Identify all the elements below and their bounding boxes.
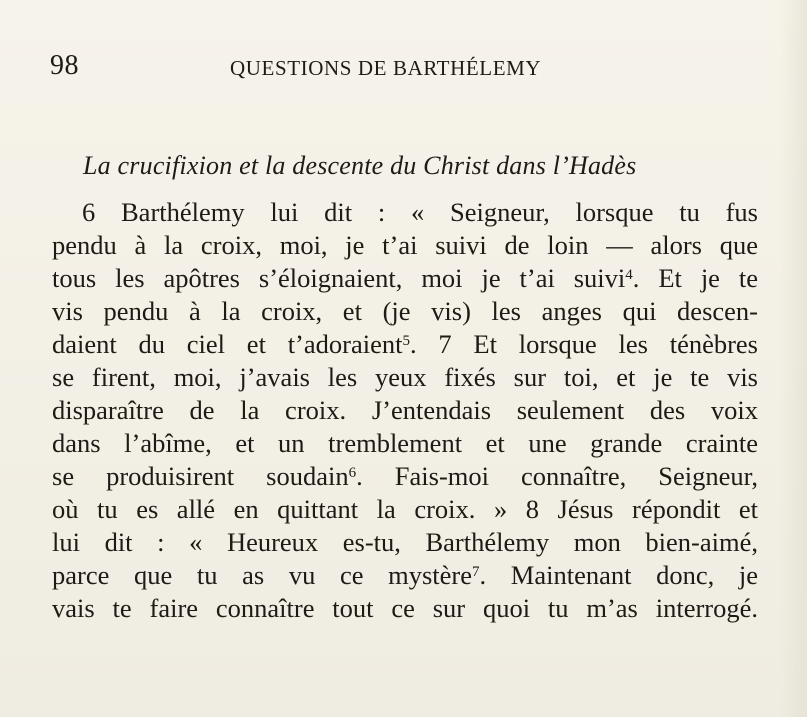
page-number: 98: [50, 50, 79, 81]
text-line-3: tous les apôtres s’éloignaient, moi je t’ai suivi$^4$. Et je te: [52, 263, 758, 293]
text-line-7: disparaître de la croix. J’entendais seulement des voix: [52, 395, 758, 425]
text-line-9: se produisirent soudain$^6$. Fais-moi connaître, Seigneur,: [52, 461, 759, 491]
text-line-1: 6 Barthélemy lui dit : « Seigneur, lorsque tu fus: [82, 197, 758, 227]
section-title: La crucifixion et la descente du Christ dans l’Hadès: [83, 151, 637, 180]
text-line-13: vais te faire connaître tout ce sur quoi tu m’as interrogé.: [52, 593, 758, 623]
footnote-ref-6: 6: [348, 464, 357, 481]
text-line-2: pendu à la croix, moi, je t’ai suivi de loin — alors que: [52, 230, 758, 260]
text-line-4: vis pendu à la croix, et (je vis) les anges qui descen-: [52, 296, 758, 326]
text-line-8: dans l’abîme, et un tremblement et une grande crainte: [52, 428, 758, 458]
page-header: [50, 50, 750, 90]
footnote-ref-7: 7: [472, 563, 480, 580]
page-edge-shadow: [779, 0, 807, 717]
text-line-10: où tu es allé en quittant la croix. » 8 Jésus répondit et: [52, 494, 758, 524]
text-line-12: parce que tu as vu ce mystère$^7$. Maintenant donc, je: [52, 560, 758, 590]
footnote-ref-4: 4: [625, 266, 633, 283]
body-text: [52, 196, 758, 625]
running-head: QUESTIONS DE BARTHÉLEMY: [230, 56, 542, 80]
text-line-6: se firent, moi, j’avais les yeux fixés sur toi, et je te vis: [52, 362, 758, 392]
text-line-5: daient du ciel et t’adoraient$^5$. 7 Et lorsque les ténèbres: [52, 329, 758, 359]
text-line-11: lui dit : « Heureux es-tu, Barthélemy mon bien-aimé,: [52, 527, 758, 557]
footnote-ref-5: 5: [402, 332, 410, 349]
